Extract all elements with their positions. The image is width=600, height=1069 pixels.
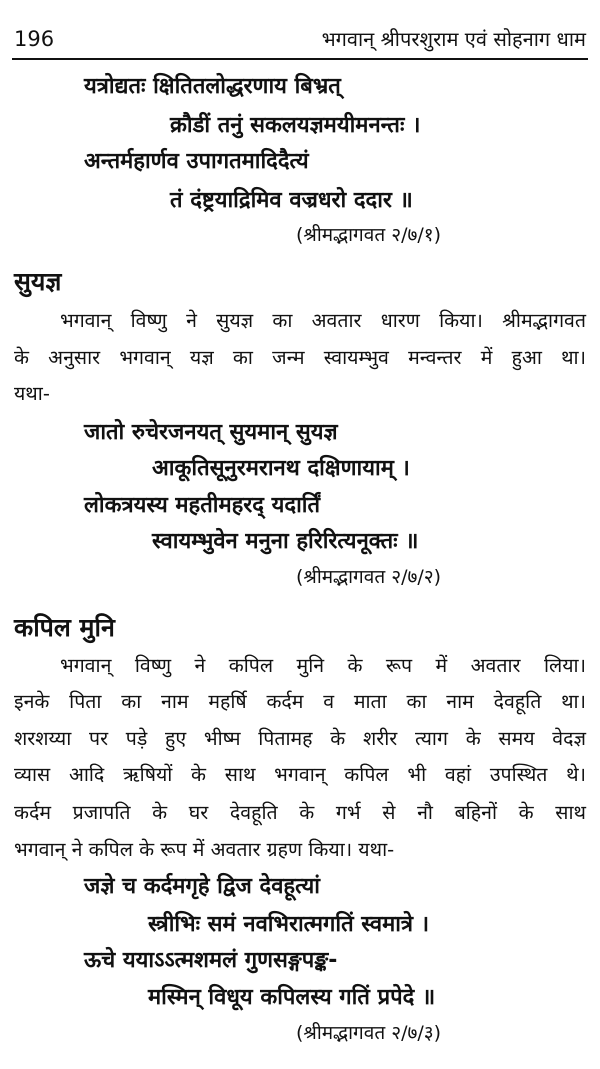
verse-line: तं दंष्ट्रयाद्रिमिव वज्रधरो ददार ॥ [170,188,413,213]
verse-line: स्त्रीभिः समं नवभिरात्मगतिं स्वमात्रे । [148,912,430,937]
verse-citation: (श्रीमद्भागवत २/७/२) [296,566,442,588]
paragraph-line: के अनुसार भगवान् यज्ञ का जन्म स्वायम्भुव मन्वन्तर में हुआ था। [14,346,586,369]
section-heading-kapila: कपिल मुनि [14,613,115,642]
verse-line: ऊचे ययाऽऽत्मशमलं गुणसङ्गपङ्क- [84,948,338,973]
verse-line: अन्तर्महार्णव उपागतमादिदैत्यं [84,149,309,174]
paragraph-line: इनके पिता का नाम महर्षि कर्दम व माता का नाम देवहूति था। [14,690,586,713]
verse-line: आकूतिसूनुरमरानथ दक्षिणायाम् । [152,456,410,481]
verse-citation: (श्रीमद्भागवत २/७/१) [296,224,442,246]
paragraph-line: कर्दम प्रजापति के घर देवहूति के गर्भ से नौ बहिनों के साथ [14,801,586,824]
paragraph-line: भगवान् विष्णु ने कपिल मुनि के रूप में अवतार लिया। [60,654,586,677]
verse-line: यत्रोद्यतः क्षितितलोद्धरणाय बिभ्रत् [84,74,341,99]
running-title: भगवान् श्रीपरशुराम एवं सोहनाग धाम [321,27,586,51]
verse-line: मस्मिन् विधूय कपिलस्य गतिं प्रपेदे ॥ [148,985,436,1010]
verse-line: जज्ञे च कर्दमगृहे द्विज देवहूत्यां [84,874,320,899]
paragraph-line: शरशय्या पर पड़े हुए भीष्म पितामह के शरीर त्याग के समय वेदज्ञ [14,727,586,750]
verse-line: लोकत्रयस्य महतीमहरद् यदार्तिं [84,493,321,518]
page-header [0,22,600,56]
verse-line: स्वायम्भुवेन मनुना हरिरित्यनूक्तः ॥ [152,529,419,554]
paragraph-line: यथा- [14,382,50,405]
header-rule [12,58,588,60]
section-heading-suyajna: सुयज्ञ [14,267,62,296]
verse-line: क्रौडीं तनुं सकलयज्ञमयीमनन्तः । [170,113,421,138]
paragraph-line: व्यास आदि ऋषियों के साथ भगवान् कपिल भी वहां उपस्थित थे। [14,763,586,786]
paragraph-line: भगवान् ने कपिल के रूप में अवतार ग्रहण किया। यथा- [14,838,395,861]
paragraph-line: भगवान् विष्णु ने सुयज्ञ का अवतार धारण किया। श्रीमद्भागवत [60,309,586,332]
verse-citation: (श्रीमद्भागवत २/७/३) [296,1022,442,1044]
verse-line: जातो रुचेरजनयत् सुयमान् सुयज्ञ [84,420,338,445]
page-number: 196 [14,27,55,51]
